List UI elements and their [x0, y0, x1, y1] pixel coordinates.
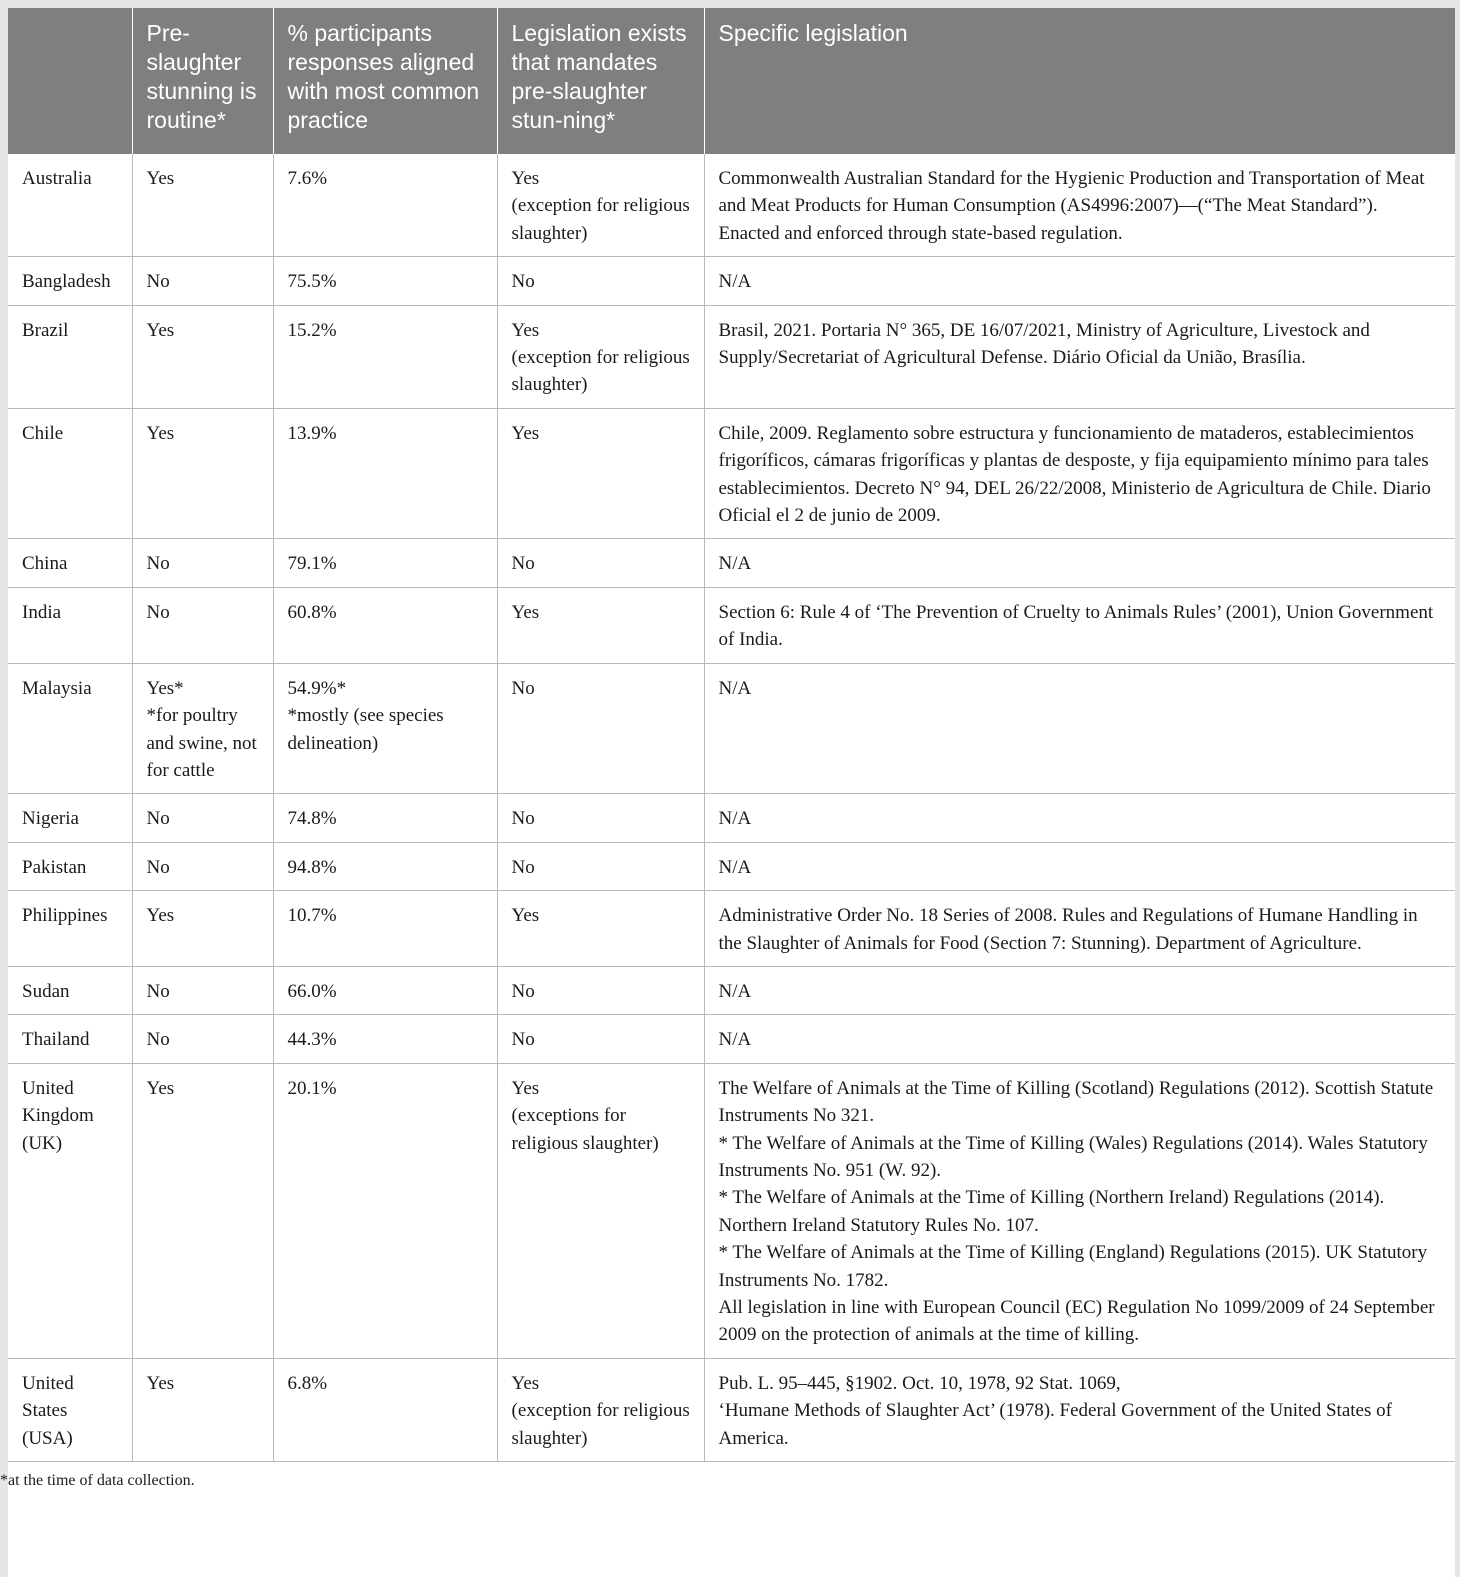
cell-legislation: No [497, 842, 704, 890]
header-row [8, 8, 1455, 154]
cell-routine: No [132, 587, 273, 663]
cell-routine: Yes* *for poultry and swine, not for cattle [132, 663, 273, 794]
cell-legislation: No [497, 966, 704, 1014]
cell-legislation: Yes (exception for religious slaughter) [497, 154, 704, 257]
cell-specific: N/A [704, 257, 1455, 305]
cell-specific: N/A [704, 1015, 1455, 1063]
cell-percent: 13.9% [273, 408, 497, 539]
table-row [8, 1063, 1455, 1358]
cell-specific: Pub. L. 95–445, §1902. Oct. 10, 1978, 92 Stat. 1069, ‘Humane Methods of Slaughter Act’ (1978). Federal Government of the United States of America. [704, 1358, 1455, 1461]
cell-legislation: No [497, 1015, 704, 1063]
table-row [8, 408, 1455, 539]
table-header [8, 8, 1455, 154]
cell-country: United States (USA) [8, 1358, 132, 1461]
table-row [8, 1358, 1455, 1461]
cell-country: Chile [8, 408, 132, 539]
cell-routine: No [132, 966, 273, 1014]
cell-routine: No [132, 539, 273, 587]
cell-legislation: Yes (exception for religious slaughter) [497, 305, 704, 408]
cell-country: Bangladesh [8, 257, 132, 305]
cell-percent: 79.1% [273, 539, 497, 587]
table-row [8, 257, 1455, 305]
cell-routine: Yes [132, 1358, 273, 1461]
table-body [8, 154, 1455, 1462]
cell-routine: Yes [132, 408, 273, 539]
table-row [8, 891, 1455, 967]
cell-routine: No [132, 842, 273, 890]
cell-specific: N/A [704, 966, 1455, 1014]
cell-percent: 7.6% [273, 154, 497, 257]
cell-percent: 44.3% [273, 1015, 497, 1063]
cell-percent: 20.1% [273, 1063, 497, 1358]
cell-routine: No [132, 794, 273, 842]
cell-legislation: Yes (exceptions for religious slaughter) [497, 1063, 704, 1358]
cell-country: Nigeria [8, 794, 132, 842]
table-footnote: *at the time of data collection. [0, 1472, 195, 1490]
table-row [8, 663, 1455, 794]
cell-percent: 60.8% [273, 587, 497, 663]
table-row [8, 794, 1455, 842]
cell-country: Philippines [8, 891, 132, 967]
cell-legislation: No [497, 257, 704, 305]
cell-percent: 74.8% [273, 794, 497, 842]
cell-percent: 75.5% [273, 257, 497, 305]
cell-specific: Administrative Order No. 18 Series of 2008. Rules and Regulations of Humane Handling in the Slaughter of Animals for Food (Section 7: Stunning). Department of Agriculture. [704, 891, 1455, 967]
cell-country: China [8, 539, 132, 587]
cell-routine: Yes [132, 305, 273, 408]
cell-country: Brazil [8, 305, 132, 408]
header-specific: Specific legislation [704, 8, 1455, 154]
cell-legislation: Yes [497, 587, 704, 663]
table-row [8, 1015, 1455, 1063]
cell-specific: N/A [704, 794, 1455, 842]
cell-legislation: Yes [497, 408, 704, 539]
legislation-table [8, 8, 1455, 1462]
cell-percent: 15.2% [273, 305, 497, 408]
cell-routine: No [132, 257, 273, 305]
table-row [8, 305, 1455, 408]
cell-country: Pakistan [8, 842, 132, 890]
cell-percent: 10.7% [273, 891, 497, 967]
cell-country: Thailand [8, 1015, 132, 1063]
cell-specific: The Welfare of Animals at the Time of Killing (Scotland) Regulations (2012). Scottish Statute Instruments No 321. * The Welfare of Animals at the Time of Killing (Wales) Regulations (2014). Wales Statutory Instruments No. 951 (W. 92). * The Welfare of Animals at the Time of Killing (Northern Ireland) Regulations (2014). Northern Ireland Statutory Rules No. 107. * The Welfare of Animals at the Time of Killing (England) Regulations (2015). UK Statutory Instruments No. 1782. All legislation in line with European Council (EC) Regulation No 1099/2009 of 24 September 2009 on the protection of animals at the time of killing. [704, 1063, 1455, 1358]
cell-routine: Yes [132, 1063, 273, 1358]
cell-specific: Section 6: Rule 4 of ‘The Prevention of Cruelty to Animals Rules’ (2001), Union Government of India. [704, 587, 1455, 663]
header-country [8, 8, 132, 154]
cell-routine: Yes [132, 154, 273, 257]
table-row [8, 587, 1455, 663]
cell-legislation: Yes (exception for religious slaughter) [497, 1358, 704, 1461]
cell-country: Australia [8, 154, 132, 257]
cell-country: India [8, 587, 132, 663]
cell-routine: No [132, 1015, 273, 1063]
table-row [8, 154, 1455, 257]
cell-specific: Commonwealth Australian Standard for the Hygienic Production and Transportation of Meat and Meat Products for Human Consumption (AS4996:2007)—(“The Meat Standard”). Enacted and enforced through state-based regulation. [704, 154, 1455, 257]
cell-percent: 6.8% [273, 1358, 497, 1461]
cell-legislation: Yes [497, 891, 704, 967]
cell-legislation: No [497, 539, 704, 587]
header-percent: % participants responses aligned with most common practice [273, 8, 497, 154]
cell-legislation: No [497, 663, 704, 794]
cell-country: Malaysia [8, 663, 132, 794]
cell-specific: N/A [704, 539, 1455, 587]
cell-percent: 54.9%* *mostly (see species delineation) [273, 663, 497, 794]
cell-specific: N/A [704, 842, 1455, 890]
table-row [8, 842, 1455, 890]
cell-specific: Chile, 2009. Reglamento sobre estructura y funcionamiento de mataderos, establecimientos frigoríficos, cámaras frigoríficas y plantas de desposte, y fija equipamiento mínimo para tales establecimientos. Decreto N° 94, DEL 26/22/2008, Ministerio de Agricultura de Chile. Diario Oficial el 2 de junio de 2009. [704, 408, 1455, 539]
cell-routine: Yes [132, 891, 273, 967]
table-row [8, 966, 1455, 1014]
cell-country: United Kingdom (UK) [8, 1063, 132, 1358]
cell-percent: 94.8% [273, 842, 497, 890]
table-row [8, 539, 1455, 587]
cell-specific: Brasil, 2021. Portaria N° 365, DE 16/07/2021, Ministry of Agriculture, Livestock and Supply/Secretariat of Agricultural Defense. Diário Oficial da União, Brasília. [704, 305, 1455, 408]
header-legislation: Legislation exists that mandates pre-slaughter stun-ning* [497, 8, 704, 154]
table-frame [0, 8, 1455, 1577]
cell-percent: 66.0% [273, 966, 497, 1014]
cell-legislation: No [497, 794, 704, 842]
header-routine: Pre-slaughter stunning is routine* [132, 8, 273, 154]
cell-country: Sudan [8, 966, 132, 1014]
cell-specific: N/A [704, 663, 1455, 794]
